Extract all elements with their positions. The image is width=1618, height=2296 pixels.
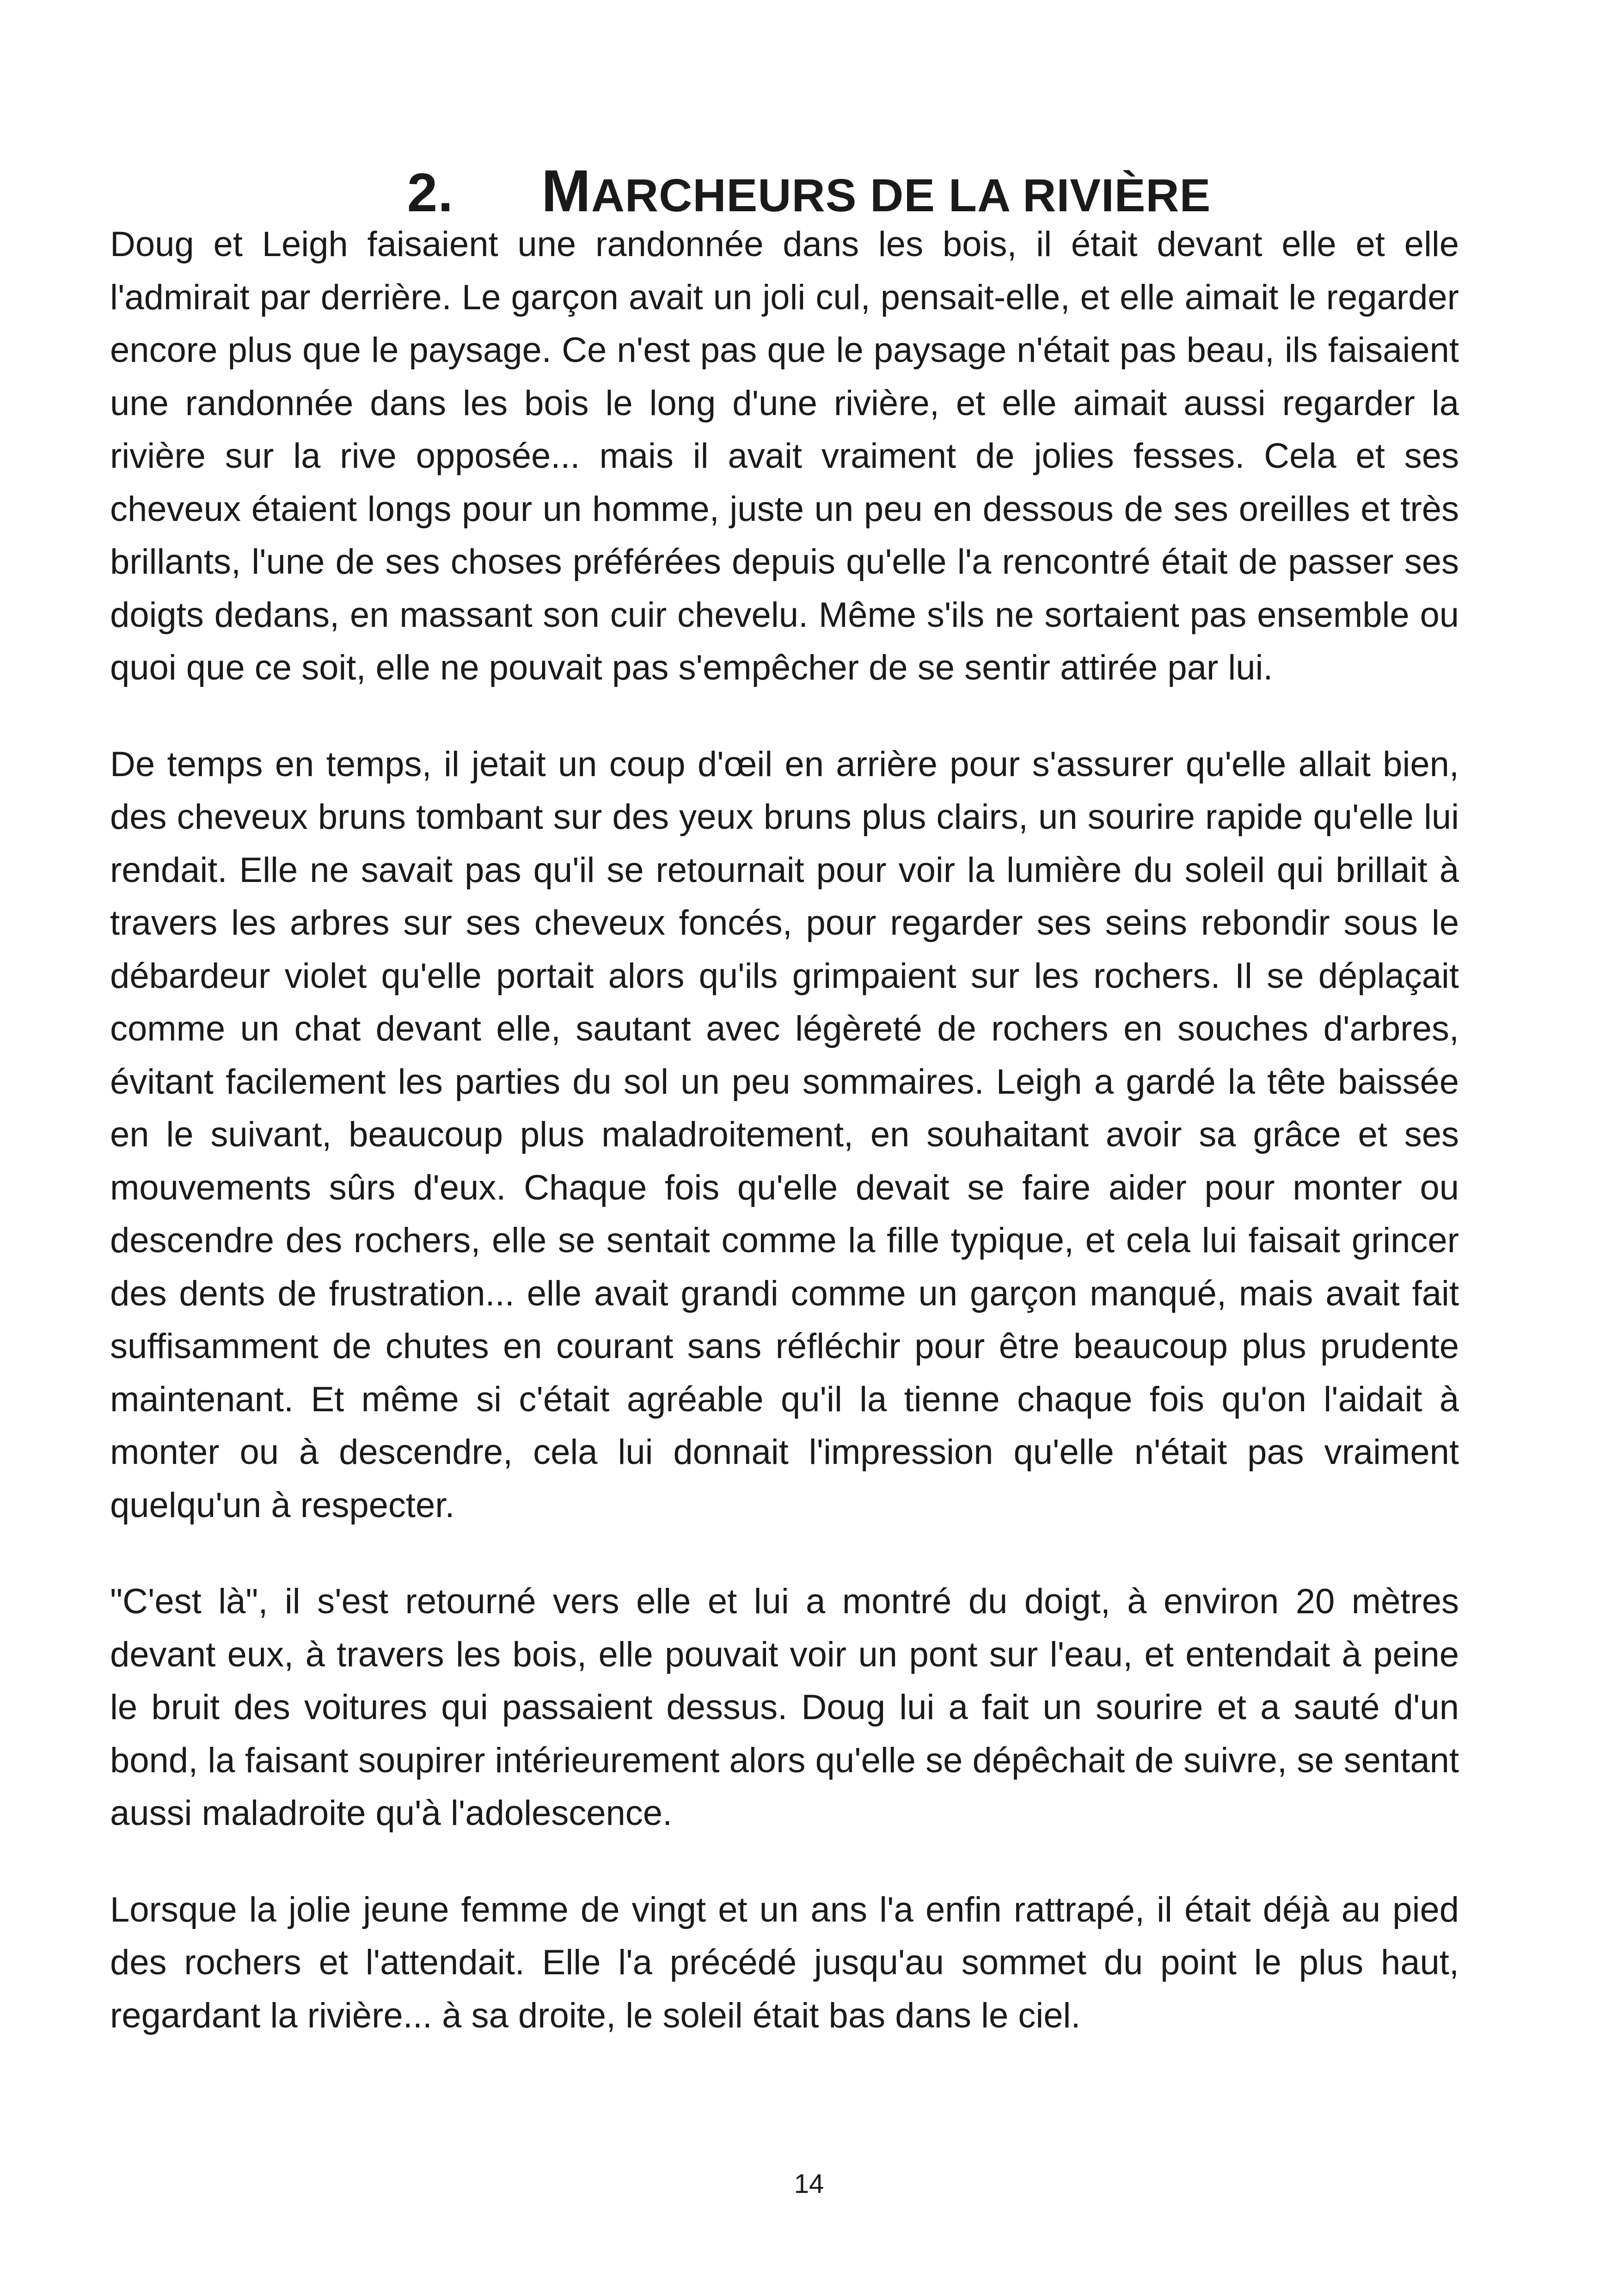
chapter-title-rest: ARCHEURS DE LA RIVIÈRE xyxy=(591,170,1211,222)
paragraph: Doug et Leigh faisaient une randonnée dans les bois, il était devant elle et elle l'admirait par derrière. Le garçon avait un joli cul, pensait-elle, et elle aimait le regarder encore plus que le paysage. Ce n'est pas que le paysage n'était pas beau, ils faisaient une randonnée dans les bois le long d'une rivière, et elle aimait aussi regarder la rivière sur la rive opposée... mais il avait vraiment de jolies fesses. Cela et ses cheveux étaient longs pour un homme, juste un peu en dessous de ses oreilles et très brillants, l'une de ses choses préférées depuis qu'elle l'a rencontré était de passer ses doigts dedans, en massant son cuir chevelu. Même s'ils ne sortaient pas ensemble ou quoi que ce soit, elle ne pouvait pas s'empêcher de se sentir attirée par lui. xyxy=(110,225,1459,687)
page-number: 14 xyxy=(794,2169,824,2199)
chapter-title-initial: M xyxy=(541,158,591,225)
paragraph: De temps en temps, il jetait un coup d'œil en arrière pour s'assurer qu'elle allait bien, des cheveux bruns tombant sur des yeux bruns plus clairs, un sourire rapide qu'elle lui rendait. Elle ne savait pas qu'il se retournait pour voir la lumière du soleil qui brillait à travers les arbres sur ses cheveux foncés, pour regarder ses seins rebondir sous le débardeur violet qu'elle portait alors qu'ils grimpaient sur les rochers. Il se déplaçait comme un chat devant elle, sautant avec légèreté de rochers en souches d'arbres, évitant facilement les parties du sol un peu sommaires. Leigh a gardé la tête baissée en le suivant, beaucoup plus maladroitement, en souhaitant avoir sa grâce et ses mouvements sûrs d'eux. Chaque fois qu'elle devait se faire aider pour monter ou descendre des rochers, elle se sentait comme la fille typique, et cela lui faisait grincer des dents de frustration... elle avait grandi comme un garçon manqué, mais avait fait suffisamment de chutes en courant sans réfléchir pour être beaucoup plus prudente maintenant. Et même si c'était agréable qu'il la tienne chaque fois qu'on l'aidait à monter ou à descendre, cela lui donnait l'impression qu'elle n'était pas vraiment quelqu'un à respecter. xyxy=(110,744,1459,1525)
paragraph: "C'est là", il s'est retourné vers elle et lui a montré du doigt, à environ 20 mètres devant eux, à travers les bois, elle pouvait voir un pont sur l'eau, et entendait à peine le bruit des voitures qui passaient dessus. Doug lui a fait un sourire et a sauté d'un bond, la faisant soupirer intérieurement alors qu'elle se dépêchait de suivre, se sentant aussi maladroite qu'à l'adolescence. xyxy=(110,1582,1459,1833)
chapter-number: 2. xyxy=(407,162,454,224)
paragraph: Lorsque la jolie jeune femme de vingt et un ans l'a enfin rattrapé, il était déjà au pied des rochers et l'attendait. Elle l'a précédé jusqu'au sommet du point le plus haut, regardant la rivière... à sa droite, le soleil était bas dans le ciel. xyxy=(110,1890,1459,2035)
chapter-body xyxy=(110,218,1459,2086)
